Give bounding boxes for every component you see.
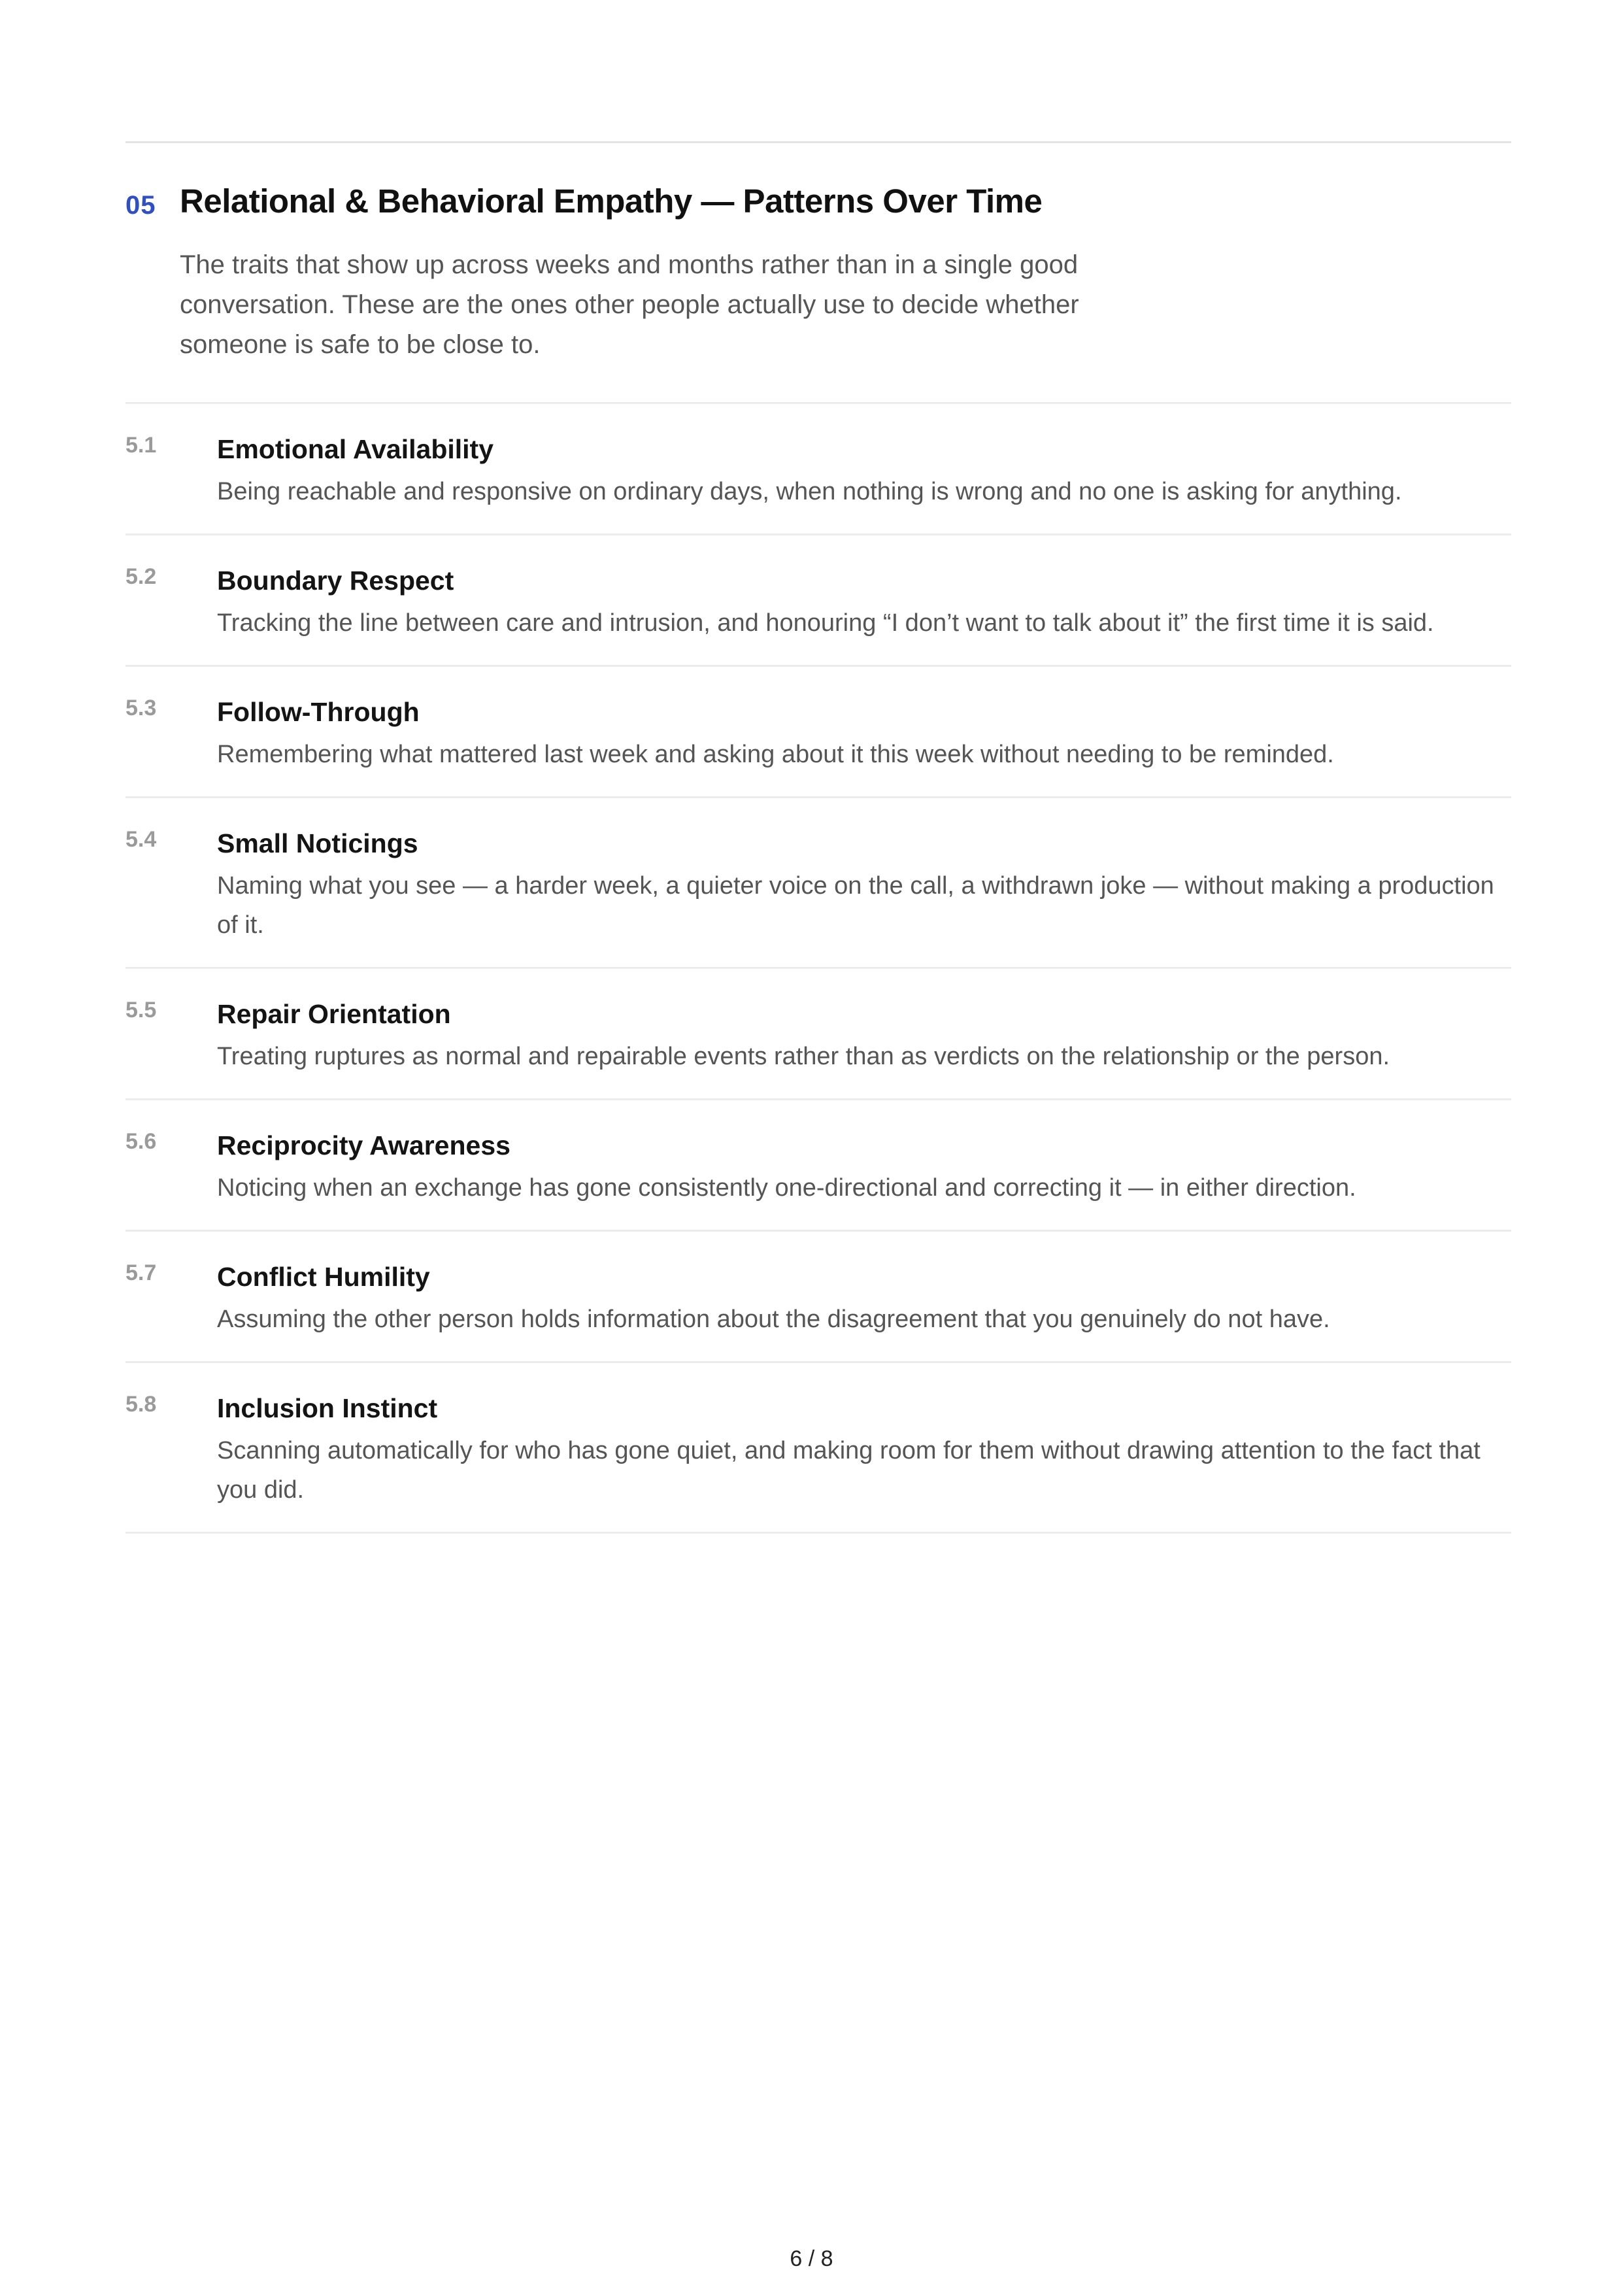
trait-number: 5.7 bbox=[125, 1260, 157, 1285]
top-divider bbox=[125, 141, 1511, 143]
trait-number: 5.8 bbox=[125, 1392, 157, 1417]
trait-item bbox=[125, 969, 1511, 1100]
section-title: Relational & Behavioral Empathy — Patterns Over Time bbox=[180, 182, 1043, 220]
trait-number: 5.6 bbox=[125, 1129, 157, 1154]
trait-description: Scanning automatically for who has gone quiet, and making room for them without drawing attention to the fact that you did. bbox=[217, 1437, 1481, 1504]
trait-description: Noticing when an exchange has gone consistently one-directional and correcting it — in either direction. bbox=[217, 1174, 1356, 1202]
trait-number: 5.5 bbox=[125, 998, 157, 1022]
trait-item bbox=[125, 404, 1511, 535]
trait-number: 5.3 bbox=[125, 696, 157, 720]
trait-title: Conflict Humility bbox=[217, 1262, 430, 1292]
trait-number: 5.4 bbox=[125, 827, 157, 852]
trait-item bbox=[125, 798, 1511, 969]
trait-title: Emotional Availability bbox=[217, 434, 494, 464]
trait-title: Small Noticings bbox=[217, 828, 418, 858]
trait-title: Follow-Through bbox=[217, 697, 420, 727]
trait-item bbox=[125, 1100, 1511, 1232]
section-number: 05 bbox=[125, 191, 156, 220]
page-indicator: 6 / 8 bbox=[790, 2246, 833, 2271]
trait-description: Naming what you see — a harder week, a quieter voice on the call, a withdrawn joke — without making a production of it. bbox=[217, 872, 1494, 939]
trait-number: 5.1 bbox=[125, 433, 157, 458]
trait-list bbox=[125, 402, 1511, 1534]
trait-description: Remembering what mattered last week and asking about it this week without needing to be reminded. bbox=[217, 741, 1334, 768]
trait-title: Repair Orientation bbox=[217, 999, 451, 1029]
trait-title: Boundary Respect bbox=[217, 566, 454, 596]
trait-description: Tracking the line between care and intrusion, and honouring “I don’t want to talk about it” the first time it is said. bbox=[217, 609, 1434, 637]
trait-item bbox=[125, 1232, 1511, 1363]
trait-item bbox=[125, 1363, 1511, 1534]
section-intro: The traits that show up across weeks and months rather than in a single good conversation. These are the ones other people actually use to decide whether someone is safe to be close to. bbox=[180, 250, 1079, 359]
trait-title: Reciprocity Awareness bbox=[217, 1130, 510, 1160]
trait-description: Assuming the other person holds information about the disagreement that you genuinely do not have. bbox=[217, 1306, 1330, 1333]
trait-description: Being reachable and responsive on ordinary days, when nothing is wrong and no one is asking for anything. bbox=[217, 478, 1402, 505]
trait-item bbox=[125, 667, 1511, 798]
trait-item bbox=[125, 535, 1511, 667]
trait-description: Treating ruptures as normal and repairable events rather than as verdicts on the relationship or the person. bbox=[217, 1043, 1390, 1070]
trait-title: Inclusion Instinct bbox=[217, 1393, 438, 1423]
trait-number: 5.2 bbox=[125, 564, 157, 589]
